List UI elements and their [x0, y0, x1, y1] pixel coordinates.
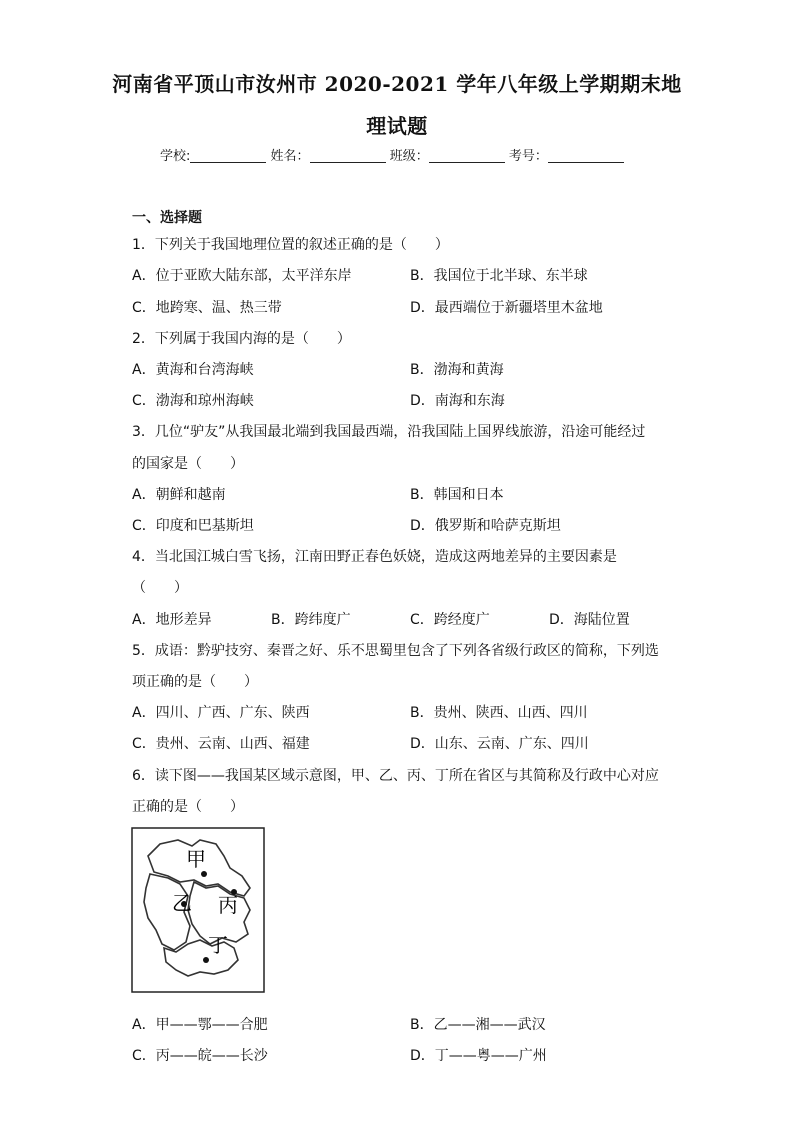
option-a: A．甲——鄂——合肥 [132, 1017, 268, 1033]
question-stem: 5．成语：黔驴技穷、秦晋之好、乐不思蜀里包含了下列各省级行政区的简称，下列选 [132, 643, 659, 659]
name-label: 姓名： [270, 149, 310, 164]
region-map [130, 826, 266, 994]
map-label-jia: 甲 [186, 847, 206, 871]
section-heading: 一、选择题 [132, 210, 202, 226]
option-d: D．南海和东海 [410, 393, 505, 409]
exam-no-blank [548, 148, 624, 163]
capital-dot [203, 957, 209, 963]
option-b: B．渤海和黄海 [410, 362, 504, 378]
question-stem-cont: 的国家是（ ） [132, 456, 244, 472]
option-a: A．位于亚欧大陆东部，太平洋东岸 [132, 268, 352, 284]
map-label-ding: 丁 [208, 933, 228, 957]
class-blank [429, 148, 505, 163]
map-label-yi: 乙 [172, 891, 192, 915]
question-stem-cont: 项正确的是（ ） [132, 674, 258, 690]
option-c: C．渤海和琼州海峡 [132, 393, 254, 409]
question-stem: 4．当北国江城白雪飞扬，江南田野正春色妖娆，造成这两地差异的主要因素是 [132, 549, 617, 565]
page-title-line2: 理试题 [366, 114, 428, 138]
name-blank [310, 148, 386, 163]
option-d: D．最西端位于新疆塔里木盆地 [410, 300, 603, 316]
option-a: A．地形差异 [132, 612, 212, 628]
student-info-row [160, 145, 624, 164]
question-stem: 2．下列属于我国内海的是（ ） [132, 331, 351, 347]
question-stem: 6．读下图——我国某区域示意图，甲、乙、丙、丁所在省区与其简称及行政中心对应 [132, 768, 659, 784]
option-d: D．海陆位置 [549, 612, 630, 628]
question-stem-cont: 正确的是（ ） [132, 799, 244, 815]
class-label: 班级： [389, 149, 429, 164]
question-stem-cont: （ ） [132, 580, 188, 596]
option-d: D．俄罗斯和哈萨克斯坦 [410, 518, 561, 534]
option-c: C．丙——皖——长沙 [132, 1048, 268, 1064]
page-title-line1: 河南省平顶山市汝州市 2020-2021 学年八年级上学期期末地 [112, 72, 682, 96]
option-b: B．跨纬度广 [271, 612, 351, 628]
school-blank [190, 148, 266, 163]
option-b: B．韩国和日本 [410, 487, 504, 503]
option-d: D．山东、云南、广东、四川 [410, 736, 589, 752]
option-b: B．贵州、陕西、山西、四川 [410, 705, 588, 721]
option-d: D．丁——粤——广州 [410, 1048, 547, 1064]
school-label: 学校: [160, 149, 191, 164]
exam-no-label: 考号： [508, 149, 548, 164]
map-label-bing: 丙 [218, 893, 238, 917]
question-stem: 3．几位“驴友”从我国最北端到我国最西端，沿我国陆上国界线旅游，沿途可能经过 [132, 424, 646, 440]
option-a: A．朝鲜和越南 [132, 487, 226, 503]
option-c: C．跨经度广 [410, 612, 490, 628]
option-b: B．我国位于北半球、东半球 [410, 268, 588, 284]
question-stem: 1．下列关于我国地理位置的叙述正确的是（ ） [132, 237, 449, 253]
option-c: C．印度和巴基斯坦 [132, 518, 254, 534]
option-c: C．地跨寒、温、热三带 [132, 300, 282, 316]
option-a: A．黄海和台湾海峡 [132, 362, 254, 378]
option-b: B．乙——湘——武汉 [410, 1017, 546, 1033]
option-c: C．贵州、云南、山西、福建 [132, 736, 310, 752]
capital-dot [201, 871, 207, 877]
option-a: A．四川、广西、广东、陕西 [132, 705, 310, 721]
